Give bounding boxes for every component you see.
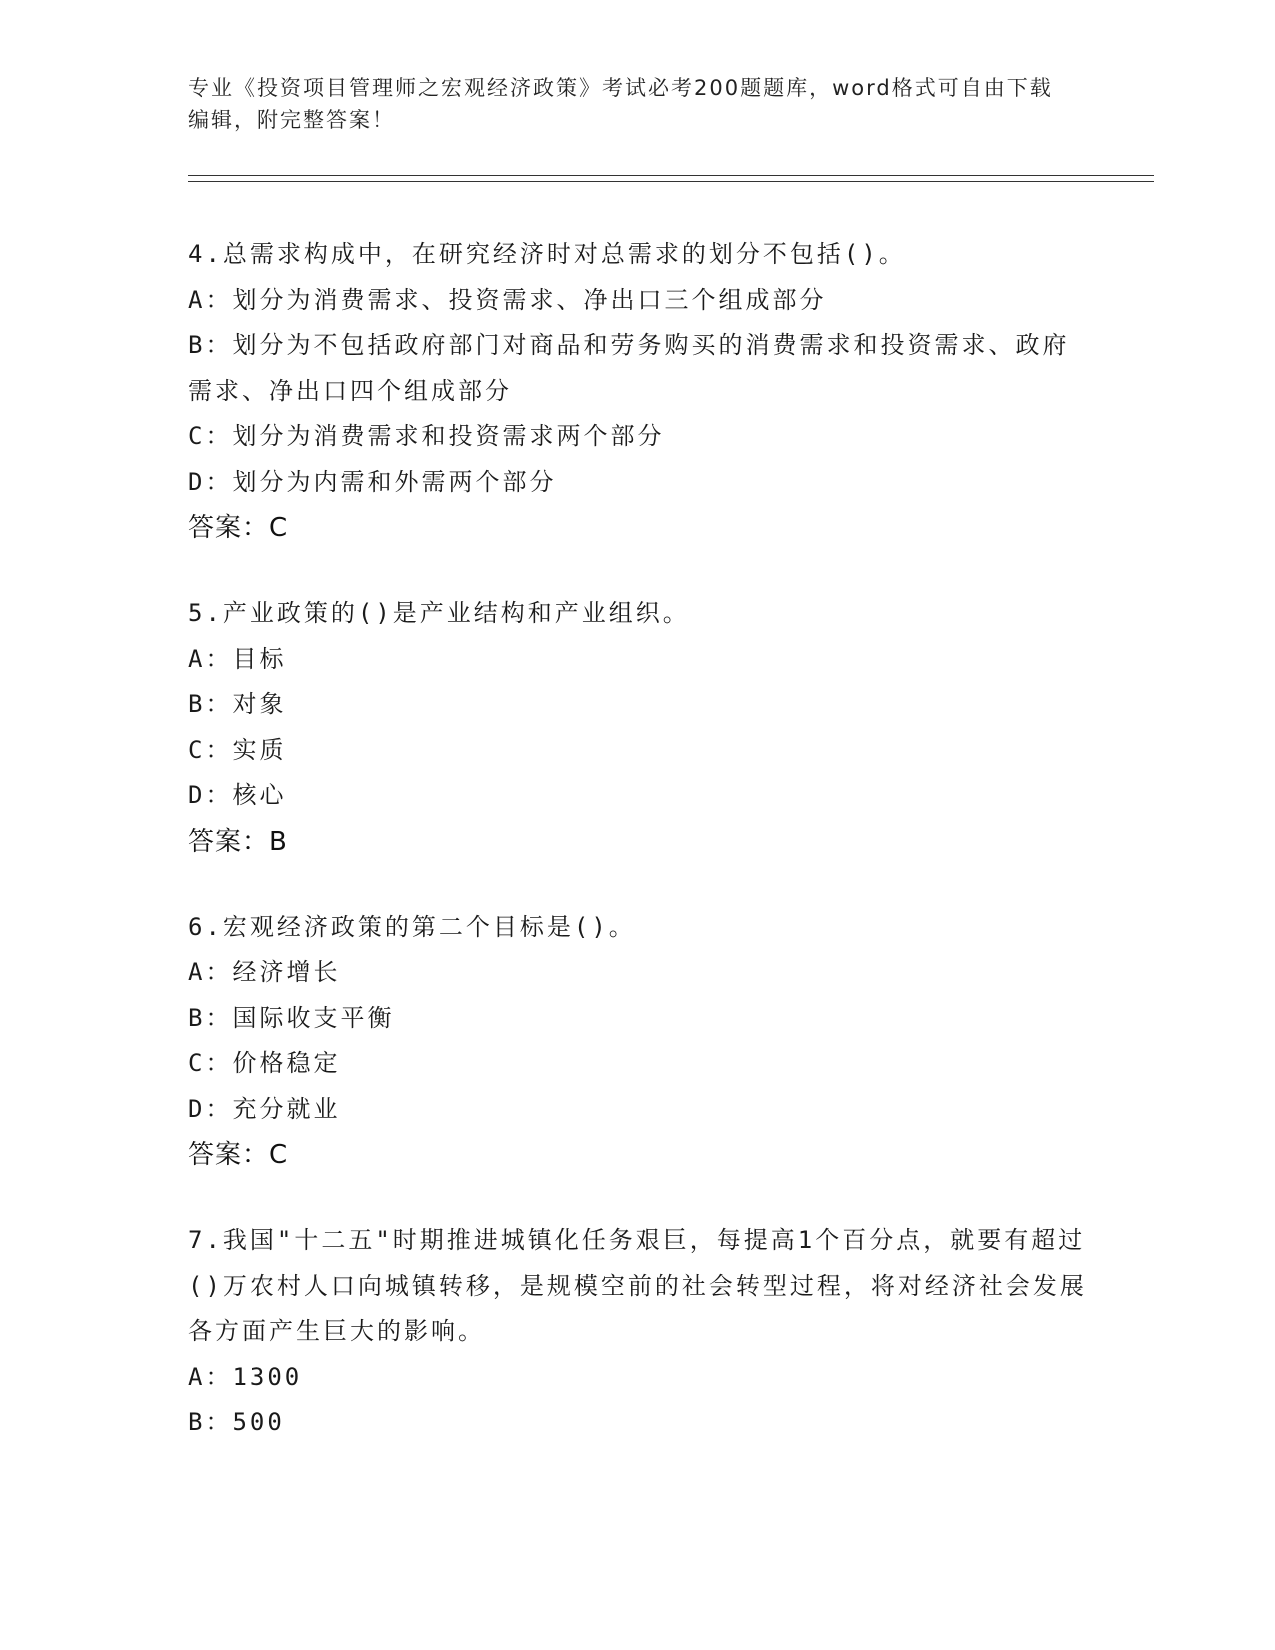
question-7	[188, 1218, 1088, 1446]
option-b: B：对象	[188, 690, 287, 718]
option-b: B：划分为不包括政府部门对商品和劳务购买的消费需求和投资需求、政府需求、净出口四个组成部分	[188, 331, 1070, 405]
option-a: A：经济增长	[188, 958, 341, 986]
option-a: A：目标	[188, 644, 287, 673]
answer: 答案：B	[188, 826, 288, 857]
option-b: B：国际收支平衡	[188, 1003, 395, 1032]
question-list	[188, 232, 1088, 1486]
option-c: C：价格稳定	[188, 1049, 341, 1077]
header-divider-top	[188, 175, 1154, 176]
question-stem: 7.我国"十二五"时期推进城镇化任务艰巨，每提高1个百分点，就要有超过()万农村人口向城镇转移，是规模空前的社会转型过程，将对经济社会发展各方面产生巨大的影响。	[188, 1226, 1087, 1345]
option-d: D：充分就业	[188, 1094, 341, 1123]
header-divider-bottom	[188, 181, 1154, 182]
question-4	[188, 232, 1088, 551]
question-6	[188, 905, 1088, 1179]
option-b: B：500	[188, 1408, 285, 1436]
option-d: D：划分为内需和外需两个部分	[188, 467, 557, 496]
question-stem: 6.宏观经济政策的第二个目标是()。	[188, 912, 636, 941]
document-header: 专业《投资项目管理师之宏观经济政策》考试必考200题题库，word格式可自由下载编辑，附完整答案！	[188, 76, 1053, 132]
option-a: A：1300	[188, 1362, 303, 1391]
answer: 答案：C	[188, 513, 289, 543]
question-5	[188, 591, 1088, 865]
option-a: A：划分为消费需求、投资需求、净出口三个组成部分	[188, 285, 827, 314]
option-c: C：划分为消费需求和投资需求两个部分	[188, 422, 665, 450]
question-stem: 4.总需求构成中，在研究经济时对总需求的划分不包括()。	[188, 240, 906, 268]
answer: 答案：C	[188, 1140, 289, 1170]
option-c: C：实质	[188, 735, 287, 764]
option-d: D：核心	[188, 781, 287, 809]
question-stem: 5.产业政策的()是产业结构和产业组织。	[188, 599, 690, 627]
